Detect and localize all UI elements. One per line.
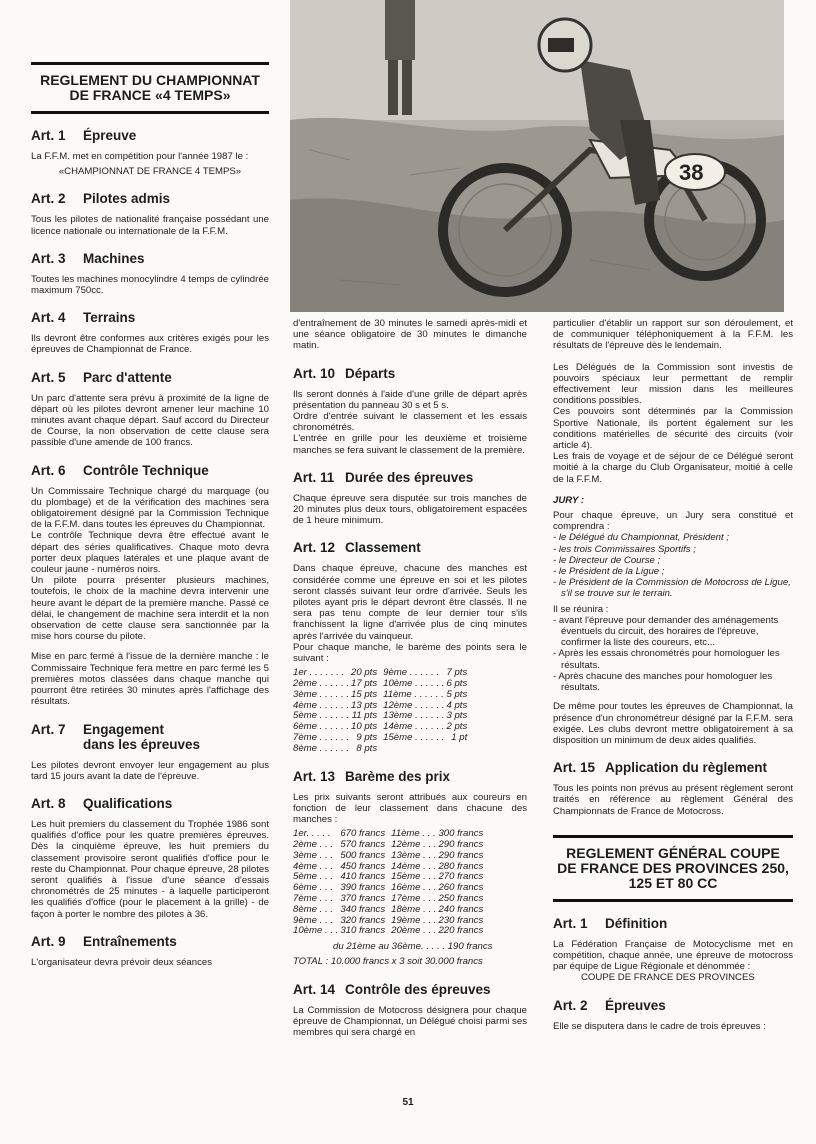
art-6-text-3: Un pilote pourra présenter plusieurs machines, toutefois, le choix de la machine devra intervenir une heure avant le départ de la première manche. Passé ce délai, le changement de machine sera interdit et la non observation de cette clause sera sanctionnée par la mise hors course du pilote. (31, 575, 269, 643)
prizes-cell: 20ème . . . (391, 925, 437, 937)
art-10-heading: Art. 10 Départs (293, 365, 396, 381)
points-cell: 15ème . . . . . . (383, 732, 445, 744)
points-cell: 13ème . . . . . . (383, 710, 445, 722)
jury-item: - le Délégué du Championnat, Président ; (553, 532, 729, 544)
prizes-cell: 290 francs (438, 849, 484, 861)
prizes-cell: 310 francs (340, 925, 386, 937)
art-1-heading: Art. 1 Épreuve (31, 128, 137, 143)
jury-text: Pour chaque épreuve, un Jury sera constitué et comprendra : (553, 510, 793, 533)
art-8-heading: Art. 8 Qualifications (31, 795, 173, 811)
prizes-cell: 410 francs (340, 871, 386, 883)
art-3-text: Toutes les machines monocylindre 4 temps de cylindrée maximum 750cc. (31, 273, 269, 297)
reunira-item: - Après chacune des manches pour homologuer les résultats. (553, 670, 773, 694)
points-cell (446, 744, 469, 755)
jury-list (553, 532, 793, 599)
art-5-text: Un parc d'attente sera prévu à proximité de la ligne de départ où les pilotes devront amener leur machine 10 minutes avant chaque départ. Sauf accord du Directeur de Course, la non observation de cette clause sera passible d'une amende de 100 francs. (31, 392, 269, 449)
points-cell: 11 pts (351, 710, 378, 722)
reunira-text: Il se réunira : (553, 603, 609, 615)
delegates-text-3: Les frais de voyage et de séjour de ce Délégué seront moitié à la charge du Club Organisateur, moitié à celle de la F.F.M. (553, 451, 793, 485)
prizes-cell: 220 francs (438, 925, 484, 937)
reunira-item: - Après les essais chronométrés pour homologuer les résultats. (553, 648, 780, 671)
points-cell: 8 pts (356, 742, 378, 754)
points-cell: 12ème . . . . . . (383, 699, 445, 711)
coupe-title: REGLEMENT GÉNÉRAL COUPE DE FRANCE DES PROVINCES 250, 125 ET 80 CC (553, 835, 793, 902)
points-cell: 5ème . . . . . . (293, 710, 349, 722)
prizes-cell: 7ème . . . (293, 893, 333, 905)
coupe-art-1-name: COUPE DE FRANCE DES PROVINCES (581, 972, 755, 984)
prizes-cell: 18ème . . . (391, 903, 437, 915)
art-2-text: Tous les pilotes de nationalité française possédant une licence nationale ou internationale de la F.F.M. (31, 214, 269, 237)
points-cell: 9 pts (356, 732, 378, 744)
championship-title: REGLEMENT DU CHAMPIONNAT DE FRANCE «4 TEMPS» (31, 62, 269, 114)
column-2 (293, 318, 527, 1042)
coupe-art-2-heading: Art. 2 Épreuves (553, 997, 666, 1013)
art-14-heading: Art. 14 Contrôle des épreuves (293, 981, 491, 997)
prizes-cell: 1er. . . . . (293, 828, 331, 840)
points-cell: 20 pts (350, 667, 378, 679)
points-cell: 4 pts (446, 699, 468, 711)
points-cell: 17 pts (350, 678, 378, 690)
art-9-text: L'organisateur devra prévoir deux séances (31, 956, 213, 968)
column-1 (31, 62, 269, 972)
prizes-cell: 16ème . . . (391, 882, 437, 894)
prizes-cell: 250 francs (438, 893, 484, 905)
art-11-text: Chaque épreuve sera disputée sur trois manches de 20 minutes plus deux tours, obligatoirement espacées de 1 heure minimum. (293, 492, 527, 527)
prizes-cell: 370 francs (340, 893, 386, 905)
prizes-cell: 3ème . . . (293, 849, 333, 861)
prizes-cell: 19ème . . . (391, 914, 437, 926)
delegates-text-1: Les Délégués de la Commission sont investis de pouvoirs spéciaux leur permettant de remplir effectivement leur mission dans les meilleures conditions possibles. (553, 361, 793, 407)
points-cell: 2ème . . . . . . (293, 678, 349, 690)
art-8-text: Les huit premiers du classement du Trophée 1986 sont qualifiés d'office pour les quatre premières épreuves. Dès la cinquième épreuve, les huit premiers du classement provisoire seront qualifiés d'office pour le reste du Championnat. Pour chaque épreuve, 28 pilotes seront qualifiés à l'issue d'une séance d'essais chronométrés de 25 minutes - à laquelle participeront les qualifiés d'office (pour le placement à la grille) - de façon à porter le nombre des pilotes à 36. (31, 818, 269, 920)
art-1-text: La F.F.M. met en compétition pour l'année 1987 le : (31, 151, 249, 162)
prizes-cell: 5ème . . . (293, 871, 333, 883)
coupe-art-2-text: Elle se disputera dans le cadre de trois épreuves : (553, 1020, 766, 1032)
jury-title: JURY : (553, 494, 585, 506)
delegates-text-2: Ces pouvoirs sont déterminés par la Commission Sportive Nationale, ils portent également sur les conditions matérielles de sécurité des circuits (voir article 4). (553, 406, 793, 452)
points-cell: 6 pts (446, 678, 468, 690)
art-12-text-2: Pour chaque manche, le barème des points sera le suivant : (293, 641, 527, 665)
prizes-cell: 240 francs (438, 903, 484, 915)
prizes-cell: 290 francs (438, 839, 484, 851)
prize-total: TOTAL : 10.000 francs x 3 soit 30.000 francs (293, 956, 483, 968)
prizes-cell: 17ème . . . (391, 893, 437, 905)
art-4-text: Ils devront être conformes aux critères exigés pour les épreuves de Championnat de France. (31, 333, 269, 356)
art-2-heading: Art. 2 Pilotes admis (31, 191, 171, 207)
art-9-continued: d'entraînement de 30 minutes le samedi après-midi et une séance obligatoire de 30 minutes le dimanche matin. (293, 318, 527, 352)
points-cell: 3 pts (446, 710, 468, 722)
art-5-heading: Art. 5 Parc d'attente (31, 369, 172, 385)
art-14-text: La Commission de Motocross désignera pour chaque épreuve de Championnat, un Délégué choisi parmi ses membres qui sera chargé en (293, 1004, 527, 1039)
reunira-list (553, 615, 793, 693)
prizes-cell: 6ème . . . (293, 882, 333, 894)
prizes-cell: 9ème . . . (293, 914, 333, 926)
art-1-quote: «CHAMPIONNAT DE FRANCE 4 TEMPS» (58, 166, 242, 178)
prizes-cell: 14ème . . . (391, 860, 437, 872)
prizes-cell: 670 francs (340, 828, 386, 840)
prizes-cell: 500 francs (340, 849, 386, 861)
points-cell: 10 pts (350, 721, 378, 733)
prizes-cell: 230 francs (438, 914, 484, 926)
prizes-cell: 10ème . . . (293, 925, 339, 937)
art-10-text-1: Ils seront donnés à l'aide d'une grille de départ après présentation du panneau 30 s et 5 s. (293, 388, 527, 411)
points-cell: 13 pts (350, 699, 378, 711)
points-cell: 15 pts (350, 688, 378, 700)
art-13-text: Les prix suivants seront attribués aux coureurs en fonction de leur classement dans chacune des manches : (293, 791, 527, 826)
art-10-text-3: L'entrée en grille pour les deuxième et troisième manches se fera suivant le classement de la première. (293, 433, 527, 456)
art-12-text-1: Dans chaque épreuve, chacune des manches est considérée comme une épreuve en soi et les pilotes seront classés suivant leur ordre d'arrivée. Seuls les pilotes ayant pris le départ devront être classés. Il ne sera pas tenu compte de leur dernier tour s'ils franchissent la ligne d'arrivée plus de cinq minutes après l'arrivée du vainqueur. (293, 563, 527, 642)
prizes-cell: 11ème . . . (391, 828, 436, 840)
art-9-heading: Art. 9 Entraînements (31, 933, 177, 949)
art-3-heading: Art. 3 Machines (31, 250, 145, 266)
motocross-photo (290, 0, 784, 312)
prizes-cell: 300 francs (438, 828, 484, 840)
art-15-heading: Art. 15 Application du règlement (553, 760, 768, 776)
prizes-cell: 340 francs (340, 903, 386, 915)
art-10-text-2: Ordre d'entrée suivant le classement et les essais chronométrés. (293, 411, 527, 434)
points-cell: 1 pt (451, 732, 468, 744)
prizes-cell: 390 francs (340, 882, 386, 894)
prizes-cell: 320 francs (340, 914, 386, 926)
art-7-text: Les pilotes devront envoyer leur engagement au plus tard 15 jours avant la date de l'épreuve. (31, 759, 269, 782)
prizes-cell: 15ème . . . (391, 871, 437, 883)
prizes-cell: 260 francs (438, 882, 484, 894)
points-cell: 2 pts (446, 721, 468, 733)
reunira-item: - avant l'épreuve pour demander des aménagements éventuels du circuit, des horaires de l'épreuve, confirmer la liste des coureurs, etc... (553, 614, 779, 649)
prizes-cell: 280 francs (438, 860, 484, 872)
jury-item: - le Président de la Ligue ; (553, 566, 665, 578)
art-12-heading: Art. 12 Classement (293, 540, 421, 556)
column-3 (553, 318, 793, 1036)
art-11-heading: Art. 11 Durée des épreuves (293, 469, 474, 485)
points-cell: 5 pts (446, 688, 468, 700)
art-7-heading: Art. 7 Engagement dans les épreuves (31, 721, 201, 752)
motocross-rider-image (290, 0, 784, 312)
points-cell: 10ème . . . . . . (383, 678, 445, 690)
prizes-cell: 8ème . . . (293, 903, 333, 915)
points-cell: 1er . . . . . . . (293, 667, 345, 679)
points-cell: 9ème . . . . . . (383, 667, 440, 679)
prizes-cell: 4ème . . . (293, 860, 333, 872)
art-14-continued: particulier d'établir un rapport sur son déroulement, et de communiquer téléphoniquement à la F.F.M. les résultats de l'épreuve dès le lendemain. (553, 318, 793, 352)
art-15-text: Tous les points non prévus au présent règlement seront traités en référence au règlement Général des Championnats de France de Motocross. (553, 783, 793, 817)
points-row (293, 744, 469, 755)
points-table (293, 668, 469, 754)
points-cell: 6ème . . . . . . (293, 721, 349, 733)
jury-item: - le Président de la Commission de Motocross de Ligue, s'il se trouve sur le terrain. (553, 577, 791, 600)
coupe-art-1-heading: Art. 1 Définition (553, 915, 668, 931)
prizes-cell: 270 francs (438, 871, 484, 883)
prizes-cell: 13ème . . . (391, 849, 437, 861)
points-cell: 8ème . . . . . . (293, 742, 349, 754)
prizes-row (293, 905, 485, 916)
prizes-cell: 2ème . . . (293, 839, 333, 851)
page-number: 51 (402, 1097, 414, 1108)
art-6-text-2: Le contrôle Technique devra être effectué avant le départ des séries qualificatives. Chaque moto devra porter deux plaques latérales et une plaque avant de couleur jaune - numéros noirs. (31, 530, 269, 576)
prize-last-row: du 21ème au 36ème. . . . . 190 francs (333, 941, 493, 953)
art-6-text-1: Un Commissaire Technique chargé du marquage (ou du plombage) et de la vérification des machines sera obligatoirement désigné par la Commission Technique de la F.F.M. dans toutes les épreuves du Championnat. (31, 485, 269, 531)
points-cell: 4ème . . . . . . (293, 699, 349, 711)
prizes-cell: 450 francs (340, 860, 386, 872)
chronometreur-text: De même pour toutes les épreuves de Championnat, la présence d'un chronométreur désigné par la F.F.M. sera exigée. Les clubs devront mettre obligatoirement à sa disposition un minimum de deux aides qualifiés. (553, 701, 793, 746)
art-6-heading: Art. 6 Contrôle Technique (31, 462, 209, 478)
points-cell: 11ème . . . . . . (383, 688, 444, 700)
prizes-cell: 570 francs (340, 839, 386, 851)
art-6-text-4: Mise en parc fermé à l'issue de la dernière manche : le Commissaire Technique fera mettre en parc fermé les 5 premières motos classées dans chaque manche qui pourront être retirées 30 minutes après l'affichage des résultats. (31, 651, 269, 708)
art-4-heading: Art. 4 Terrains (31, 310, 136, 326)
coupe-art-1-text: La Fédération Française de Motocyclisme met en compétition, chaque année, une épreuve de motocross par équipe de Ligue Régionale et dénommée : (553, 938, 793, 973)
points-cell: 7 pts (446, 667, 468, 679)
points-cell: 3ème . . . . . . (293, 688, 349, 700)
points-cell: 14ème . . . . . . (383, 721, 445, 733)
jury-item: - les trois Commissaires Sportifs ; (553, 543, 696, 555)
prizes-table (293, 829, 485, 937)
jury-item: - le Directeur de Course ; (553, 554, 661, 566)
points-cell (379, 744, 446, 755)
plate-number: 38 (679, 160, 704, 185)
prizes-row (293, 926, 485, 937)
prizes-cell: 12ème . . . (391, 839, 437, 851)
art-13-heading: Art. 13 Barème des prix (293, 768, 451, 784)
points-cell: 7ème . . . . . . (293, 732, 349, 744)
